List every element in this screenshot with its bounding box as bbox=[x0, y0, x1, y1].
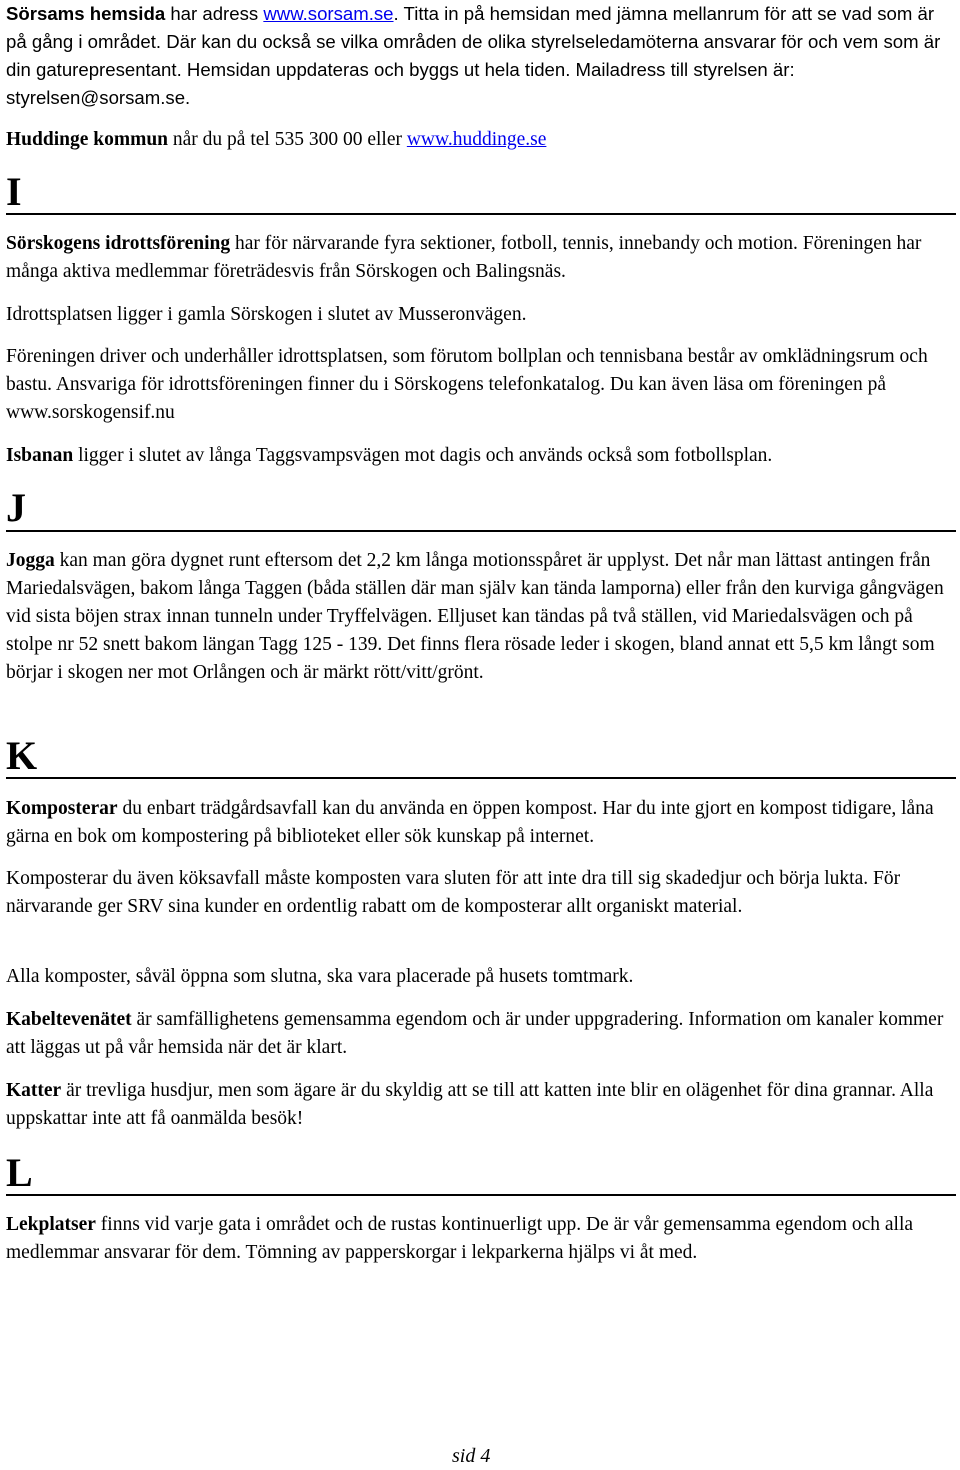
huddinge-bold: Huddinge kommun bbox=[6, 129, 169, 150]
sorsam-link[interactable]: www.sorsam.se bbox=[263, 3, 394, 24]
kompost-bold: Komposterar bbox=[6, 798, 118, 819]
jogga-text: kan man göra dygnet runt eftersom det 2,2 km långa motionsspåret är upplyst. Det når man lättast antingen från Mariedalsvägen, bakom långa Taggen (båda ställen där man själv kan tända lamporna) eller från den kurviga gångvägen vid sista böjen strax innan tunneln under Tryffelvägen. Elljuset kan tändas på två ställen, vid Mariedalsvägen och på stolpe nr 52 snett bakom längan Tagg 125 - 139. Det finns flera rösade leder i skogen, bland annat ett 5,5 km långt som börjar i skogen ner mot Orlången och är märkt rött/vitt/grönt. bbox=[6, 550, 944, 683]
kompost-paragraph bbox=[6, 795, 956, 851]
kabeltv-paragraph bbox=[6, 1006, 956, 1062]
intro-bold: Sörsams hemsida bbox=[6, 3, 166, 24]
huddinge-paragraph bbox=[6, 126, 956, 154]
kabeltv-bold: Kabeltevenätet bbox=[6, 1009, 132, 1030]
section-letter-l: L bbox=[6, 1150, 33, 1195]
section-divider-l bbox=[6, 1194, 956, 1196]
isbanan-paragraph bbox=[6, 442, 956, 470]
kompost-text: du enbart trädgårdsavfall kan du använda en öppen kompost. Har du inte gjort en kompost tidigare, låna gärna en bok om kompostering på biblioteket eller sök kunskap på internet. bbox=[6, 798, 934, 847]
intro-paragraph bbox=[6, 0, 956, 112]
section-divider-j bbox=[6, 530, 956, 532]
huddinge-link[interactable]: www.huddinge.se bbox=[406, 129, 547, 150]
katter-text: är trevliga husdjur, men som ägare är du skyldig att se till att katten inte blir en olägenhet för dina grannar. Alla uppskattar inte att få oanmälda besök! bbox=[6, 1080, 934, 1129]
lekplatser-text: finns vid varje gata i området och de rustas kontinuerligt upp. De är vår gemensamma egendom och alla medlemmar ansvarar för dem. Tömning av papperskorgar i lekparkerna hjälps vi åt med. bbox=[6, 1214, 914, 1263]
foreningen-paragraph: Föreningen driver och underhåller idrottsplatsen, som förutom bollplan och tennisbana består av omklädningsrum och bastu. Ansvariga för idrottsföreningen finner du i Sörskogens telefonkatalog. Du kan även läsa om föreningen på www.sorskogensif.nu bbox=[6, 346, 928, 423]
katter-paragraph bbox=[6, 1077, 956, 1133]
komposter-placering-paragraph: Alla komposter, såväl öppna som slutna, ska vara placerade på husets tomtmark. bbox=[6, 966, 634, 987]
section-divider-i bbox=[6, 213, 956, 215]
idrottsplats-paragraph: Idrottsplatsen ligger i gamla Sörskogen i slutet av Musseronvägen. bbox=[6, 304, 527, 325]
section-letter-k: K bbox=[6, 733, 38, 778]
idrott-text: har för närvarande fyra sektioner, fotboll, tennis, innebandy och motion. Föreningen har många aktiva medlemmar företrädesvis från Sörskogen och Balingsnäs. bbox=[6, 233, 922, 282]
koksavfall-paragraph: Komposterar du även köksavfall måste komposten vara sluten för att inte dra till sig skadedjur och börja lukta. För närvarande ger SRV sina kunder en ordentlig rabatt om de komposterar allt organiskt material. bbox=[6, 868, 901, 917]
page-number: sid 4 bbox=[452, 1445, 491, 1467]
section-letter-i: I bbox=[6, 169, 22, 214]
section-divider-k bbox=[6, 777, 956, 779]
lekplatser-paragraph bbox=[6, 1211, 956, 1267]
jogga-bold: Jogga bbox=[6, 550, 55, 571]
jogga-paragraph bbox=[6, 547, 956, 687]
katter-bold: Katter bbox=[6, 1080, 62, 1101]
kabeltv-text: är samfällighetens gemensamma egendom och är under uppgradering. Information om kanaler kommer att läggas ut på vår hemsida när det är klart. bbox=[6, 1009, 944, 1058]
isbanan-bold: Isbanan bbox=[6, 445, 74, 466]
section-letter-j: J bbox=[6, 485, 26, 530]
lekplatser-bold: Lekplatser bbox=[6, 1214, 96, 1235]
intro-text-a: har adress bbox=[165, 3, 264, 24]
idrott-paragraph bbox=[6, 230, 956, 286]
idrott-bold: Sörskogens idrottsförening bbox=[6, 233, 231, 254]
isbanan-text: ligger i slutet av långa Taggsvampsvägen mot dagis och används också som fotbollsplan. bbox=[73, 445, 773, 466]
huddinge-text: når du på tel 535 300 00 eller bbox=[168, 129, 407, 150]
intro-text-b: . Titta in på hemsidan med jämna mellanrum för att se vad som är på gång i området. Där kan du också se vilka områden de olika styrelseledamöterna ansvarar för och vem som är din gaturepresentant. Hemsidan uppdateras och byggs ut hela tiden. Mailadress till styrelsen är: styrelsen@sorsam.se. bbox=[6, 3, 941, 108]
